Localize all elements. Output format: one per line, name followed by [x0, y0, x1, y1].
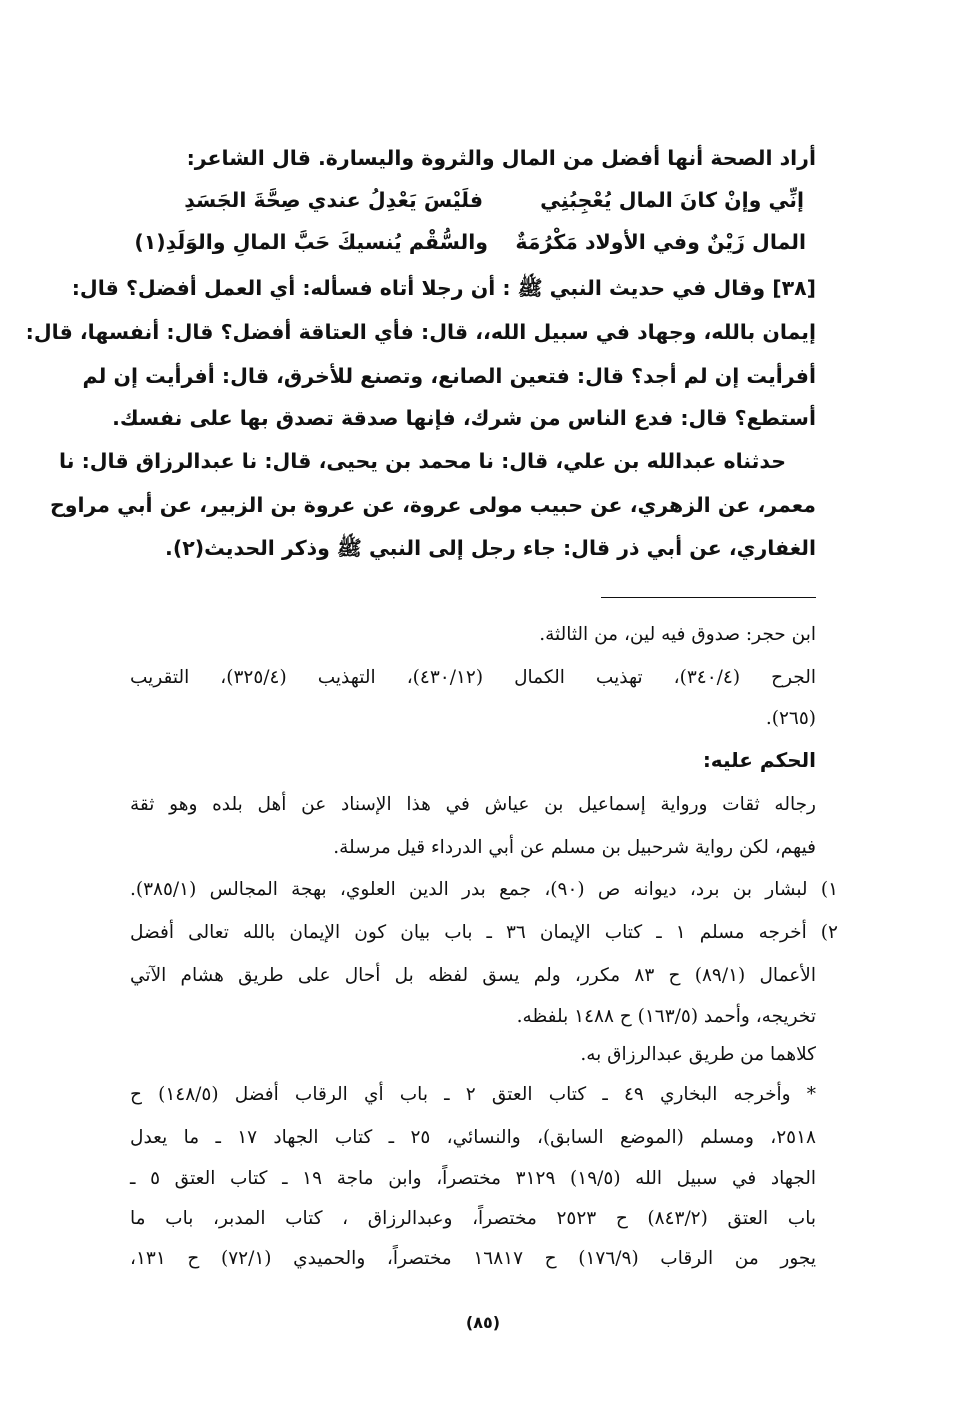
footnote-line: الجرح (٣٤٠/٤)، تهذيب الكمال (٤٣٠/١٢)، التهذيب (٣٢٥/٤)، التقريب [130, 667, 816, 688]
footnote-line: (٢٦٥). [765, 708, 816, 729]
footnote-line: باب العتق (٨٤٣/٢) ح ٢٥٢٣ مختصراً، وعبدالرزاق ، كتاب المدبر، باب ما [130, 1208, 816, 1229]
text-line: أراد الصحة أنها أفضل من المال والثروة واليسارة. قال الشاعر: [186, 146, 816, 170]
page-number: (٨٥) [465, 1313, 501, 1332]
ruling-heading: الحكم عليه: [702, 748, 816, 772]
text-line: الغفاري، عن أبي ذر قال: جاء رجل إلى النبي ﷺ وذكر الحديث(٢). [165, 536, 816, 560]
footnote-line: فيهم، لكن رواية شرحبيل بن مسلم عن أبي الدرداء قيل مرسلة. [333, 837, 816, 858]
footnote-line: الأعمال (٨٩/١) ح ٨٣ مكرر، ولم يسق لفظه بل أحال على طريق هشام الآتي [130, 965, 816, 986]
footnote-line: ابن حجر: صدوق فيه لين، من الثالثة. [539, 624, 816, 645]
footnote-line: تخريجه، وأحمد (١٦٣/٥) ح ١٤٨٨ بلفظه. [516, 1006, 816, 1027]
verse-hemistich: إنِّي وإنْ كانَ المال يُعْجِبُنِي [540, 188, 804, 212]
verse-hemistich: المال زَيْنٌ وفي الأولاد مَكْرُمَةٌ [515, 230, 806, 254]
footnote-line: كلاهما من طريق عبدالرزاق به. [580, 1044, 816, 1065]
footnote-line: ١) لبشار بن برد، ديوانه ص (٩٠)، جمع بدر الدين العلوي، بهجة المجالس (٣٨٥/١). [130, 879, 838, 900]
footnote-line: * وأخرجه البخاري ٤٩ ـ كتاب العتق ٢ ـ باب أي الرقاب أفضل (١٤٨/٥) ح [130, 1084, 816, 1105]
text-line: إيمان بالله، وجهاد في سبيل الله،، قال: فأي العتاقة أفضل؟ قال: أنفسها، قال: [25, 320, 816, 344]
text-line: [٣٨] وقال في حديث النبي ﷺ : أن رجلا أتاه فسأله: أي العمل أفضل؟ قال: [71, 276, 816, 300]
footnote-separator [601, 597, 816, 598]
footnote-line: الجهاد في سبيل الله (١٩/٥) ٣١٢٩ مختصراً، وابن ماجة ١٩ ـ كتاب العتق ٥ ـ [130, 1168, 816, 1189]
footnote-line: يجور من الرقاب (١٧٦/٩) ح ١٦٨١٧ مختصراً، والحميدي (٧٢/١) ح ١٣١، [130, 1248, 817, 1269]
verse-hemistich: فلَيْسَ يَعْدِلُ عندي صِحَّةَ الجَسَدِ [184, 188, 483, 212]
footnote-line: رجاله ثقات ورواية إسماعيل بن عياش في هذا الإسناد عن أهل بلده وهو ثقة [130, 794, 816, 815]
text-line: معمر، عن الزهري، عن حبيب مولى عروة، عن عروة بن الزبير، عن أبي مراوح [49, 493, 816, 517]
footnote-line: ٢) أخرجه مسلم ١ ـ كتاب الإيمان ٣٦ ـ باب بيان كون الإيمان بالله تعالى أفضل [130, 922, 838, 943]
text-line: أفرأيت إن لم أجد؟ قال: فتعين الصانع، وتصنع للأخرق، قال: أفرأيت إن لم [82, 364, 816, 388]
text-line: حدثناه عبدالله بن علي، قال: نا محمد بن يحيى، قال: نا عبدالرزاق قال: نا [59, 449, 786, 473]
footnote-line: ٢٥١٨، ومسلم (الموضع السابق)، والنسائي، ٢٥ ـ كتاب الجهاد ١٧ ـ ما يعدل [130, 1127, 816, 1148]
verse-hemistich: والسُّقْم يُنسيكَ حَبَّ المالِ والوَلَدِ(١) [134, 230, 488, 254]
text-line: أستطع؟ قال: فدع الناس من شرك، فإنها صدقة تصدق بها على نفسك. [112, 406, 816, 430]
